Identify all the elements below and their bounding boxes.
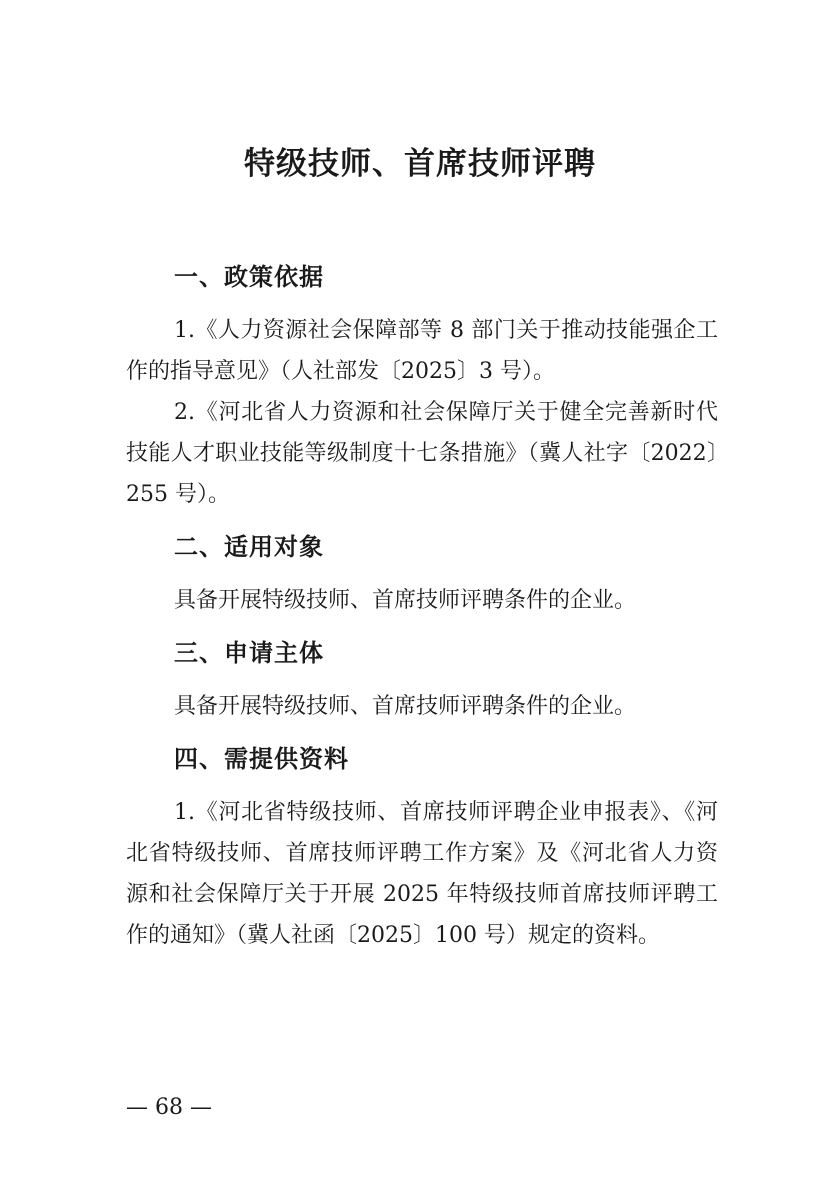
applicable-text: 具备开展特级技师、首席技师评聘条件的企业。	[174, 588, 637, 613]
applicant-text: 具备开展特级技师、首席技师评聘条件的企业。	[174, 694, 637, 719]
page-number: — 68 —	[126, 1095, 212, 1120]
page-title: 特级技师、首席技师评聘	[244, 146, 596, 182]
materials-item-1: 1.《河北省特级技师、首席技师评聘企业申报表》、《河北省特级技师、首席技师评聘工作方案》及《河北省人力资源和社会保障厅关于开展 2025 年特级技师首席技师评聘工作的通知》（冀人社函〔2025〕100 号）规定的资料。	[126, 800, 718, 948]
section-heading-materials: 四、需提供资料	[174, 745, 349, 773]
policy-item-1: 1.《人力资源社会保障部等 8 部门关于推动技能强企工作的指导意见》（人社部发〔2025〕3 号）。	[126, 318, 718, 384]
section-heading-applicant: 三、申请主体	[174, 639, 324, 667]
section-heading-policy: 一、政策依据	[174, 263, 324, 291]
policy-item-2: 2.《河北省人力资源和社会保障厅关于健全完善新时代技能人才职业技能等级制度十七条措施》（冀人社字〔2022〕255 号）。	[126, 400, 718, 507]
document-body	[126, 257, 718, 968]
section-heading-applicable: 二、适用对象	[174, 533, 324, 561]
